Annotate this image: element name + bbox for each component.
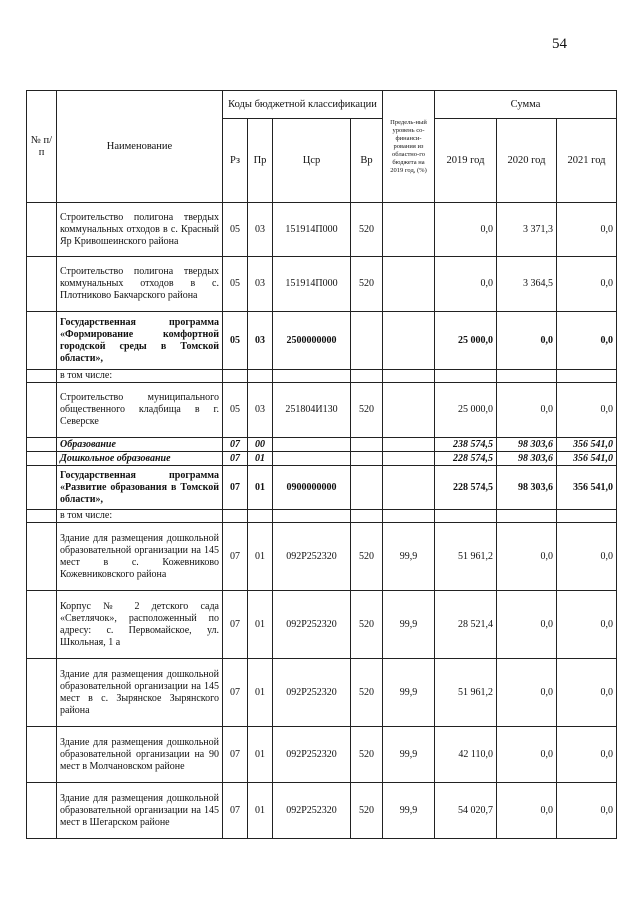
row-vr (351, 466, 383, 510)
row-level: 99,9 (383, 523, 435, 591)
row-2021: 356 541,0 (557, 438, 617, 452)
table-row (27, 370, 617, 383)
page-number: 54 (552, 36, 567, 52)
row-2021: 0,0 (557, 523, 617, 591)
row-csr: 092P252320 (273, 783, 351, 839)
row-name: Здание для размещения дошкольной образовательной организации на 145 мест в с. Кожевниково Кожевниковского района (57, 523, 223, 591)
row-level (383, 438, 435, 452)
row-rz: 07 (223, 466, 248, 510)
row-rz: 07 (223, 438, 248, 452)
row-rz: 07 (223, 783, 248, 839)
row-rz: 07 (223, 727, 248, 783)
row-csr: 092P252320 (273, 591, 351, 659)
row-2021: 0,0 (557, 383, 617, 438)
row-2021: 0,0 (557, 659, 617, 727)
col-name-header: Наименование (57, 91, 223, 203)
table-row (27, 257, 617, 312)
row-name: Здание для размещения дошкольной образовательной организации на 145 мест в с. Зырянское Зырянского района (57, 659, 223, 727)
row-pr: 03 (248, 383, 273, 438)
row-2021: 356 541,0 (557, 466, 617, 510)
row-level: 99,9 (383, 659, 435, 727)
row-level (383, 466, 435, 510)
row-pr: 03 (248, 257, 273, 312)
row-2020: 98 303,6 (497, 466, 557, 510)
budget-table (26, 90, 617, 839)
row-2020: 0,0 (497, 659, 557, 727)
row-level (383, 312, 435, 370)
row-2019: 51 961,2 (435, 523, 497, 591)
row-csr: 2500000000 (273, 312, 351, 370)
row-vr: 520 (351, 523, 383, 591)
row-name: Строительство полигона твердых коммунальных отходов в с. Красный Яр Кривошеинского района (57, 203, 223, 257)
row-pr: 01 (248, 452, 273, 466)
table-row (27, 510, 617, 523)
row-level (383, 452, 435, 466)
table-row (27, 727, 617, 783)
row-2019: 0,0 (435, 203, 497, 257)
table-row (27, 438, 617, 452)
row-2021: 0,0 (557, 727, 617, 783)
row-pr: 01 (248, 523, 273, 591)
row-csr: 151914П000 (273, 257, 351, 312)
row-2020: 0,0 (497, 727, 557, 783)
table-row (27, 203, 617, 257)
row-2020: 3 364,5 (497, 257, 557, 312)
row-csr: 0900000000 (273, 466, 351, 510)
row-name: Дошкольное образование (57, 452, 223, 466)
table-row (27, 312, 617, 370)
row-2020: 0,0 (497, 312, 557, 370)
row-name: Государственная программа «Развитие образования в Томской области», (57, 466, 223, 510)
row-level (383, 257, 435, 312)
row-vr (351, 452, 383, 466)
row-2019: 54 020,7 (435, 783, 497, 839)
row-vr: 520 (351, 727, 383, 783)
table-row (27, 659, 617, 727)
row-name: в том числе: (57, 370, 223, 383)
row-2019: 25 000,0 (435, 383, 497, 438)
row-csr: 092P252320 (273, 659, 351, 727)
row-name: Корпус № 2 детского сада «Светлячок», расположенный по адресу: с. Первомайское, ул. Школьная, 1 а (57, 591, 223, 659)
row-level: 99,9 (383, 591, 435, 659)
table-row (27, 466, 617, 510)
row-2021: 0,0 (557, 783, 617, 839)
row-2020: 0,0 (497, 383, 557, 438)
row-vr: 520 (351, 659, 383, 727)
row-pr: 01 (248, 727, 273, 783)
row-csr: 092P252320 (273, 727, 351, 783)
year-2019-header: 2019 год (435, 119, 497, 203)
row-level (383, 203, 435, 257)
row-csr (273, 452, 351, 466)
table-row (27, 452, 617, 466)
row-2020: 0,0 (497, 783, 557, 839)
row-2019: 0,0 (435, 257, 497, 312)
row-2019: 51 961,2 (435, 659, 497, 727)
row-2019: 228 574,5 (435, 466, 497, 510)
row-2020: 98 303,6 (497, 438, 557, 452)
row-rz: 05 (223, 312, 248, 370)
row-vr: 520 (351, 783, 383, 839)
row-csr: 251804И130 (273, 383, 351, 438)
row-2019: 228 574,5 (435, 452, 497, 466)
row-2020: 0,0 (497, 591, 557, 659)
row-2019: 28 521,4 (435, 591, 497, 659)
row-pr: 01 (248, 591, 273, 659)
row-rz: 07 (223, 523, 248, 591)
sum-header: Сумма (435, 91, 617, 119)
row-2021: 0,0 (557, 591, 617, 659)
row-rz: 07 (223, 591, 248, 659)
year-2020-header: 2020 год (497, 119, 557, 203)
row-level (383, 383, 435, 438)
row-2020: 98 303,6 (497, 452, 557, 466)
row-pr: 00 (248, 438, 273, 452)
row-name: Образование (57, 438, 223, 452)
row-vr: 520 (351, 591, 383, 659)
col-num-header: № п/п (27, 91, 57, 203)
row-pr: 03 (248, 203, 273, 257)
row-name: Здание для размещения дошкольной образовательной организации на 90 мест в Молчановском районе (57, 727, 223, 783)
row-2019: 42 110,0 (435, 727, 497, 783)
row-2021: 0,0 (557, 257, 617, 312)
row-vr: 520 (351, 383, 383, 438)
row-vr (351, 438, 383, 452)
row-name: Государственная программа «Формирование комфортной городской среды в Томской области», (57, 312, 223, 370)
table-row (27, 523, 617, 591)
row-csr: 151914П000 (273, 203, 351, 257)
row-csr (273, 438, 351, 452)
row-2021: 0,0 (557, 203, 617, 257)
table-row (27, 383, 617, 438)
row-level: 99,9 (383, 727, 435, 783)
row-vr: 520 (351, 257, 383, 312)
vr-header: Вр (351, 119, 383, 203)
row-rz: 05 (223, 257, 248, 312)
table-row (27, 783, 617, 839)
row-2020: 0,0 (497, 523, 557, 591)
row-vr (351, 312, 383, 370)
csr-header: Цср (273, 119, 351, 203)
row-rz: 07 (223, 452, 248, 466)
row-pr: 01 (248, 659, 273, 727)
row-rz: 07 (223, 659, 248, 727)
row-2020: 3 371,3 (497, 203, 557, 257)
row-name: в том числе: (57, 510, 223, 523)
rz-header: Рз (223, 119, 248, 203)
row-pr: 01 (248, 466, 273, 510)
codes-header: Коды бюджетной классификации (223, 91, 383, 119)
row-2021: 0,0 (557, 312, 617, 370)
row-pr: 01 (248, 783, 273, 839)
row-2019: 238 574,5 (435, 438, 497, 452)
level-header: Предель-ный уровень со-финанси-рования из областно-го бюджета на 2019 год, (%) (383, 91, 435, 203)
row-name: Здание для размещения дошкольной образовательной организации на 145 мест в Шегарском районе (57, 783, 223, 839)
row-rz: 05 (223, 383, 248, 438)
row-vr: 520 (351, 203, 383, 257)
row-level: 99,9 (383, 783, 435, 839)
row-2019: 25 000,0 (435, 312, 497, 370)
pr-header: Пр (248, 119, 273, 203)
row-name: Строительство полигона твердых коммунальных отходов в с. Плотниково Бакчарского района (57, 257, 223, 312)
row-rz: 05 (223, 203, 248, 257)
row-pr: 03 (248, 312, 273, 370)
table-row (27, 591, 617, 659)
row-2021: 356 541,0 (557, 452, 617, 466)
row-csr: 092P252320 (273, 523, 351, 591)
year-2021-header: 2021 год (557, 119, 617, 203)
row-name: Строительство муниципального общественного кладбища в г. Северске (57, 383, 223, 438)
